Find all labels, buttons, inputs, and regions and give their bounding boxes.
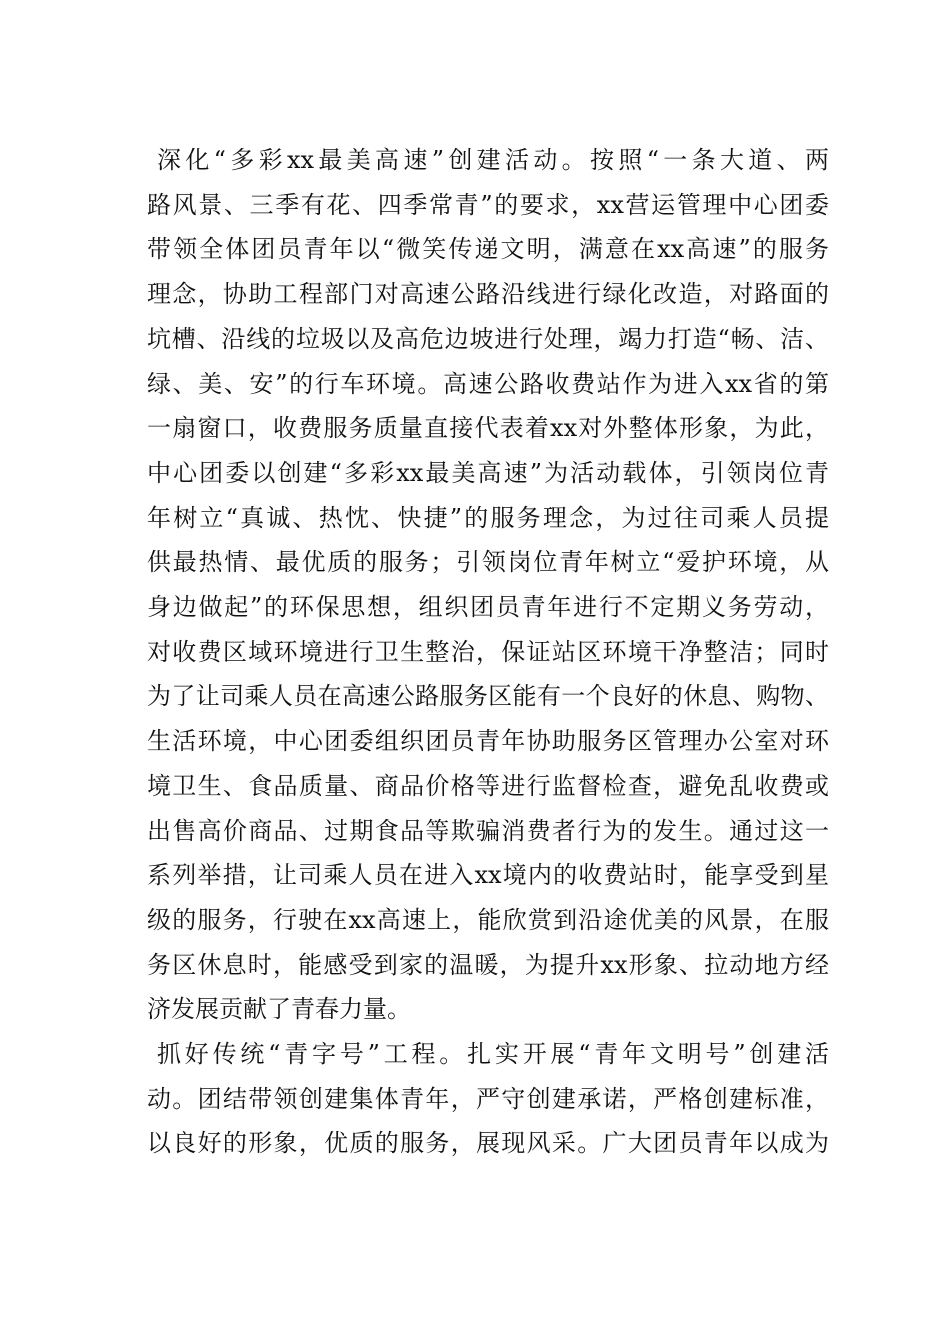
paragraph-2-line: 动。团结带领创建集体青年，严守创建承诺，严格创建标准， <box>147 1084 829 1113</box>
paragraph-1-line: 境卫生、食品质量、商品价格等进行监督检查，避免乱收费或 <box>147 771 829 800</box>
paragraph-1-line: 深化“多彩xx最美高速”创建活动。按照“一条大道、两 <box>157 146 829 174</box>
paragraph-1-line: 生活环境，中心团委组织团员青年协助服务区管理办公室对环 <box>147 727 829 756</box>
paragraph-1-line: 对收费区域环境进行卫生整治，保证站区环境干净整洁；同时 <box>147 637 829 666</box>
paragraph-2-line: 以良好的形象，优质的服务，展现风采。广大团员青年以成为 <box>147 1129 829 1158</box>
paragraph-1-line: 身边做起”的环保思想，组织团员青年进行不定期义务劳动， <box>147 593 829 621</box>
paragraph-1-line: 绿、美、安”的行车环境。高速公路收费站作为进入xx省的第 <box>147 369 829 398</box>
paragraph-1-line: 供最热情、最优质的服务；引领岗位青年树立“爱护环境，从 <box>147 548 829 577</box>
paragraph-1-line: 年树立“真诚、热忱、快捷”的服务理念，为过往司乘人员提 <box>147 503 829 532</box>
paragraph-1-line: 理念，协助工程部门对高速公路沿线进行绿化改造，对路面的 <box>147 280 829 309</box>
paragraph-1-line: 级的服务，行驶在xx高速上，能欣赏到沿途优美的风景，在服 <box>147 905 829 934</box>
paragraph-1-line: 路风景、三季有花、四季常青”的要求，xx营运管理中心团委 <box>147 190 829 219</box>
paragraph-1-line: 为了让司乘人员在高速公路服务区能有一个良好的休息、购物、 <box>147 682 829 711</box>
paragraph-1-line: 济发展贡献了青春力量。 <box>147 995 411 1024</box>
paragraph-1-line: 中心团委以创建“多彩xx最美高速”为活动载体，引领岗位青 <box>147 458 829 487</box>
paragraph-2-line: 抓好传统“青字号”工程。扎实开展“青年文明号”创建活 <box>157 1040 829 1068</box>
paragraph-1-line: 坑槽、沿线的垃圾以及高危边坡进行处理，竭力打造“畅、洁、 <box>147 324 829 353</box>
paragraph-1-line: 带领全体团员青年以“微笑传递文明，满意在xx高速”的服务 <box>147 235 829 264</box>
paragraph-1-line: 一扇窗口，收费服务质量直接代表着xx对外整体形象，为此， <box>147 414 829 443</box>
paragraph-1-line: 务区休息时，能感受到家的温暖，为提升xx形象、拉动地方经 <box>147 950 829 979</box>
paragraph-1-line: 出售高价商品、过期食品等欺骗消费者行为的发生。通过这一 <box>147 816 829 845</box>
paragraph-1-line: 系列举措，让司乘人员在进入xx境内的收费站时，能享受到星 <box>147 861 829 890</box>
